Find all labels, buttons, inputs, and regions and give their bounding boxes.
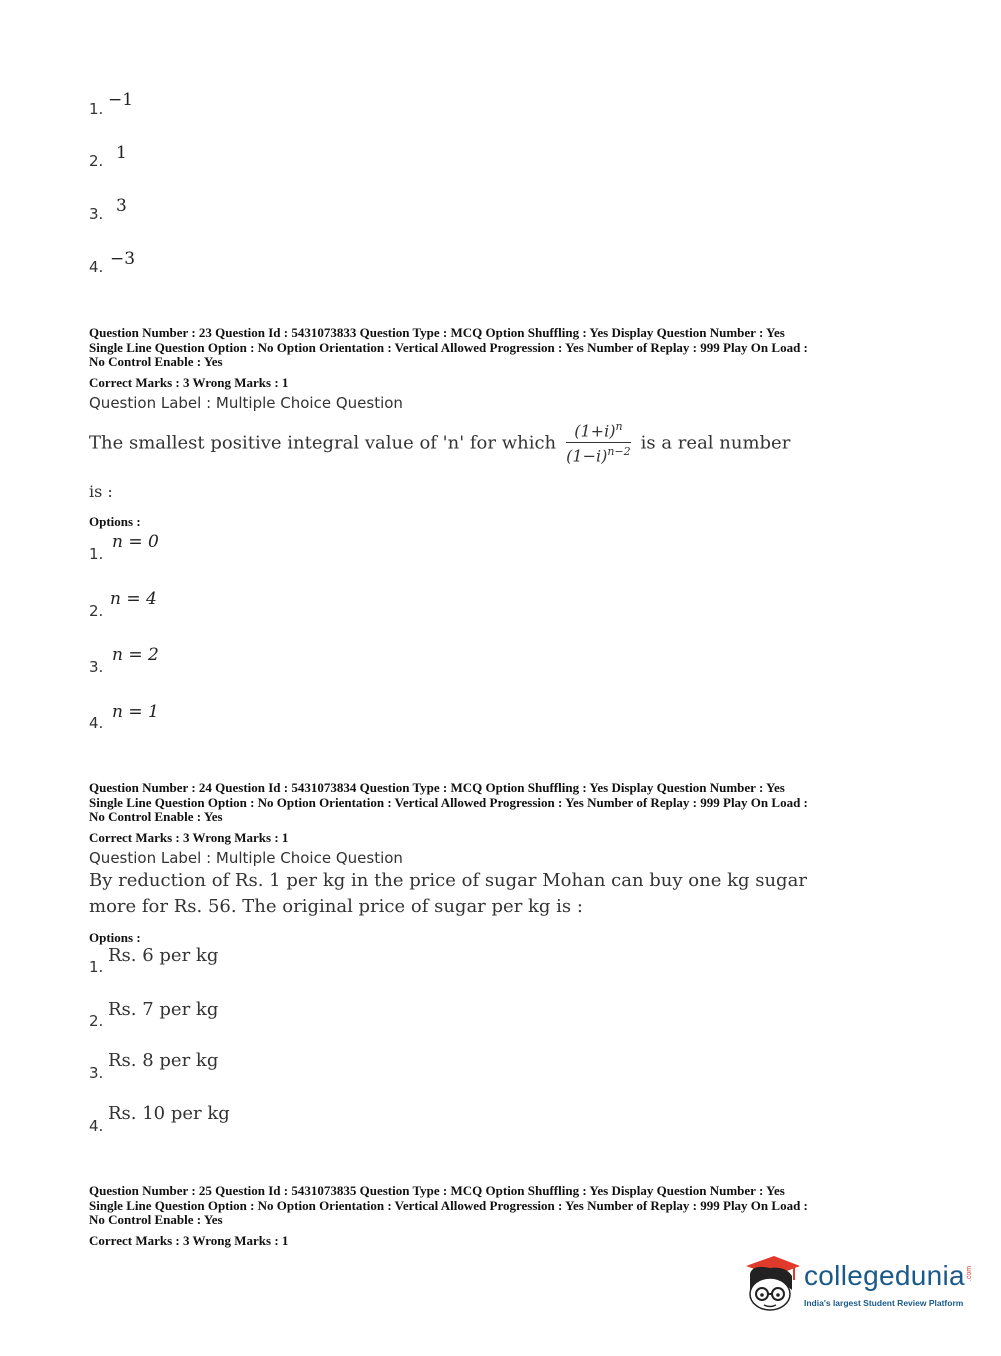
option-number: 1. bbox=[89, 958, 104, 976]
question-text bbox=[89, 420, 790, 466]
meta-line: No Control Enable : Yes bbox=[89, 354, 223, 369]
prev-option-value: −1 bbox=[108, 90, 134, 110]
fraction-expression bbox=[566, 420, 631, 466]
meta-line: No Control Enable : Yes bbox=[89, 1212, 223, 1227]
question-meta bbox=[89, 781, 919, 825]
option-value: n = 4 bbox=[110, 589, 157, 609]
option-number: 1. bbox=[89, 545, 104, 563]
question-meta bbox=[89, 1184, 919, 1228]
meta-line: Single Line Question Option : No Option Orientation : Vertical Allowed Progression : Yes Number of Replay : 999 Play On Load : bbox=[89, 339, 808, 355]
prev-option-value: 3 bbox=[116, 196, 127, 216]
meta-line: No Control Enable : Yes bbox=[89, 809, 223, 824]
logo-suffix: .com bbox=[966, 1265, 974, 1282]
logo-tagline: India's largest Student Review Platform bbox=[804, 1298, 964, 1308]
prev-option-value: 1 bbox=[116, 143, 127, 163]
fraction-numerator: (1+i) bbox=[574, 421, 616, 441]
question-label: Question Label : Multiple Choice Question bbox=[89, 849, 403, 867]
meta-line: Question Number : 23 Question Id : 5431073833 Question Type : MCQ Option Shuffling : Yes Display Question Number : Yes bbox=[89, 325, 785, 340]
question-marks: Correct Marks : 3 Wrong Marks : 1 bbox=[89, 1233, 289, 1248]
question-meta bbox=[89, 326, 919, 370]
option-value: n = 0 bbox=[112, 532, 159, 552]
prev-option-number: 2. bbox=[89, 152, 104, 170]
meta-line: Question Number : 24 Question Id : 5431073834 Question Type : MCQ Option Shuffling : Yes Display Question Number : Yes bbox=[89, 780, 785, 795]
logo-brand-name: collegedunia bbox=[804, 1260, 965, 1291]
option-number: 4. bbox=[89, 714, 104, 732]
option-value: n = 2 bbox=[112, 645, 159, 665]
question-text-after: is a real number bbox=[640, 432, 791, 454]
question-text-line: more for Rs. 56. The original price of sugar per kg is : bbox=[89, 896, 583, 917]
fraction-denominator: (1−i) bbox=[566, 446, 608, 466]
question-marks: Correct Marks : 3 Wrong Marks : 1 bbox=[89, 375, 289, 390]
option-number: 3. bbox=[89, 658, 104, 676]
fraction-denominator-exponent: n−2 bbox=[607, 445, 631, 459]
question-label: Question Label : Multiple Choice Question bbox=[89, 394, 403, 412]
option-value: Rs. 7 per kg bbox=[108, 999, 219, 1020]
option-number: 3. bbox=[89, 1064, 104, 1082]
option-value: Rs. 8 per kg bbox=[108, 1050, 219, 1071]
prev-option-value: −3 bbox=[110, 249, 136, 269]
mascot-icon bbox=[740, 1250, 802, 1314]
question-text-line: By reduction of Rs. 1 per kg in the price of sugar Mohan can buy one kg sugar bbox=[89, 870, 807, 891]
option-value: Rs. 10 per kg bbox=[108, 1103, 230, 1124]
prev-option-number: 3. bbox=[89, 205, 104, 223]
question-text-before: The smallest positive integral value of 'n' for which bbox=[89, 432, 557, 454]
prev-option-number: 1. bbox=[89, 100, 104, 118]
meta-line: Single Line Question Option : No Option Orientation : Vertical Allowed Progression : Yes Number of Replay : 999 Play On Load : bbox=[89, 1197, 808, 1213]
options-label: Options : bbox=[89, 930, 141, 945]
option-number: 4. bbox=[89, 1117, 104, 1135]
option-value: n = 1 bbox=[112, 702, 159, 722]
meta-line: Question Number : 25 Question Id : 5431073835 Question Type : MCQ Option Shuffling : Yes Display Question Number : Yes bbox=[89, 1183, 785, 1198]
option-value: Rs. 6 per kg bbox=[108, 945, 219, 966]
options-label: Options : bbox=[89, 514, 141, 529]
option-number: 2. bbox=[89, 602, 104, 620]
question-text-end: is : bbox=[89, 482, 113, 501]
option-number: 2. bbox=[89, 1012, 104, 1030]
collegedunia-logo bbox=[740, 1250, 980, 1320]
fraction-numerator-exponent: n bbox=[615, 420, 623, 433]
question-marks: Correct Marks : 3 Wrong Marks : 1 bbox=[89, 830, 289, 845]
prev-option-number: 4. bbox=[89, 258, 104, 276]
meta-line: Single Line Question Option : No Option Orientation : Vertical Allowed Progression : Yes Number of Replay : 999 Play On Load : bbox=[89, 794, 808, 810]
